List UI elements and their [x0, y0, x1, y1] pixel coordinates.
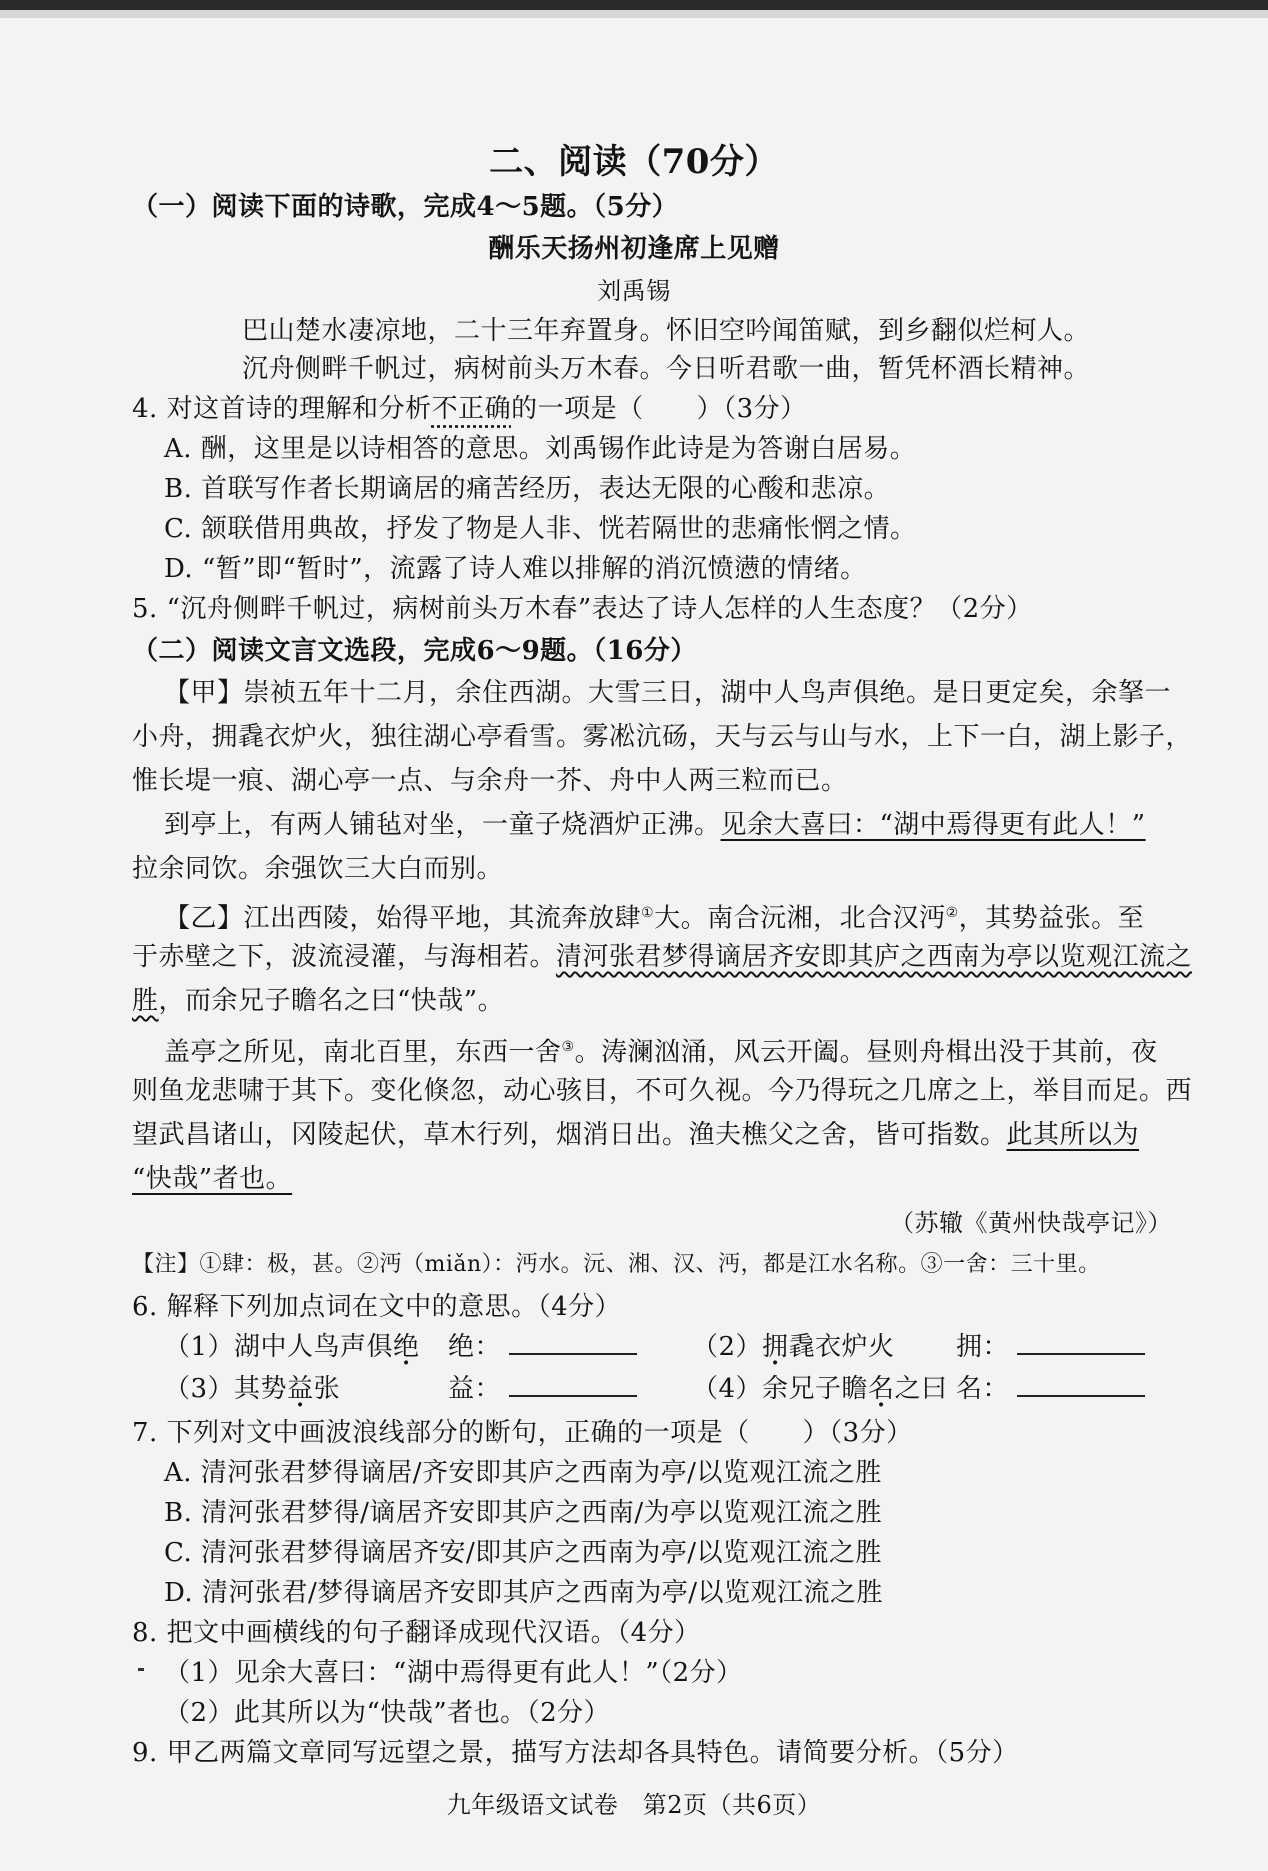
- q6-answer-1: [448, 1330, 637, 1364]
- yi-wavy-sentence-part-1: 清河张君梦得谪居齐安即其庐之西南为亭以览观江流之: [556, 942, 1193, 972]
- page-footer: 九年级语文试卷 第2页（共6页）: [446, 1791, 822, 1819]
- q6-item-1-text: （1）湖中人鸟声俱: [164, 1332, 394, 1362]
- scan-border: [0, 0, 1268, 10]
- q6-item-2: [692, 1330, 895, 1364]
- poem-title: 酬乐天扬州初逢席上见赠: [488, 234, 780, 264]
- q7-option-c: C. 清河张君梦得谪居齐安/即其庐之西南为亭/以览观江流之胜: [164, 1538, 883, 1568]
- passage-yi-line-3: [132, 984, 504, 1018]
- passage-jia-line-4: [164, 808, 1146, 842]
- jia-line-4-text: 到亭上，有两人铺毡对坐，一童子烧酒炉正沸。: [164, 810, 721, 840]
- q6-item-2-dotted-word: 拥: [762, 1332, 789, 1362]
- yi-line-4-a: 盖亭之所见，南北百里，东西一舍: [164, 1037, 562, 1068]
- q6-item-2-text: 毳衣炉火: [788, 1332, 895, 1362]
- yi-line-1-c: ，其势益张。至: [958, 903, 1145, 934]
- yi-underlined-sentence-part-2: “快哉”者也。: [132, 1164, 293, 1194]
- q6-answer-3: [448, 1372, 637, 1406]
- q7-option-d: D. 清河张君/梦得谪居齐安即其庐之西南为亭/以览观江流之胜: [164, 1578, 883, 1608]
- yi-line-1-a: 【乙】江出西陵，始得平地，其流奔放肆: [164, 903, 642, 934]
- part1-heading: （一）阅读下面的诗歌，完成4～5题。（5分）: [132, 192, 679, 222]
- q4-stem-start: 4. 对这首诗的理解和分析: [132, 394, 432, 424]
- q6-answer-3-label: 益：: [448, 1374, 502, 1404]
- q6-answer-2-blank[interactable]: [1017, 1331, 1145, 1355]
- q6-item-4-dotted-word: 名: [868, 1374, 895, 1404]
- passage-notes: 【注】①肆：极，甚。②沔（miǎn）：沔水。沅、湘、汉、沔，都是江水名称。③一舍：三十里。: [132, 1252, 1101, 1277]
- footnote-mark-1: ①: [641, 905, 655, 921]
- question-4-stem: [132, 392, 807, 426]
- yi-line-2-a: 于赤壁之下，波流浸灌，与海相若。: [132, 942, 557, 972]
- q6-answer-1-label: 绝：: [448, 1332, 502, 1362]
- q6-answer-3-blank[interactable]: [509, 1373, 637, 1397]
- q6-item-1-dotted-word: 绝: [393, 1332, 420, 1362]
- q7-option-b: B. 清河张君梦得/谪居齐安即其庐之西南/为亭以览观江流之胜: [164, 1498, 883, 1528]
- question-7-stem: 7. 下列对文中画波浪线部分的断句，正确的一项是（ ）（3分）: [132, 1418, 913, 1448]
- q4-option-d: D. “暂”即“暂时”，流露了诗人难以排解的消沉愤懑的情绪。: [164, 554, 867, 584]
- q6-item-4: [692, 1372, 948, 1406]
- passage-yi-line-7: [132, 1162, 292, 1196]
- q6-answer-4: [956, 1372, 1145, 1406]
- scan-border-shadow: [0, 10, 1268, 18]
- question-6-stem: 6. 解释下列加点词在文中的意思。（4分）: [132, 1292, 622, 1322]
- q6-answer-1-blank[interactable]: [509, 1331, 637, 1355]
- q7-option-a: A. 清河张君梦得谪居/齐安即其庐之西南为亭/以览观江流之胜: [164, 1458, 882, 1488]
- passage-yi-line-1: [164, 896, 1144, 936]
- yi-line-3-b: ，而余兄子瞻名之曰“快哉”。: [158, 986, 505, 1016]
- yi-line-6-a: 望武昌诸山，冈陵起伏，草木行列，烟消日出。渔夫樵父之舍，皆可指数。: [132, 1120, 1007, 1150]
- q6-item-4-text: 之曰: [894, 1374, 948, 1404]
- yi-line-1-b: 大。南合沅湘，北合汉沔: [654, 903, 946, 934]
- jia-underlined-sentence: 见余大喜曰：“湖中焉得更有此人！”: [720, 810, 1146, 840]
- passage-jia-line-3: 惟长堤一痕、湖心亭一点、与余舟一芥、舟中人两三粒而已。: [132, 766, 848, 796]
- q6-answer-4-label: 名：: [956, 1374, 1010, 1404]
- q6-item-4-prefix: （4）余兄子瞻: [692, 1374, 869, 1404]
- passage-yi-line-2: [132, 940, 1192, 974]
- q4-option-a: A. 酬，这里是以诗相答的意思。刘禹锡作此诗是为答谢白居易。: [164, 434, 917, 464]
- footnote-mark-3: ③: [561, 1039, 575, 1055]
- q4-stem-end: 的一项是（ ）（3分）: [511, 394, 807, 424]
- poem-author: 刘禹锡: [597, 277, 671, 305]
- q6-answer-4-blank[interactable]: [1017, 1373, 1145, 1397]
- passage-source: （苏辙《黄州快哉亭记》）: [890, 1209, 1172, 1237]
- yi-line-4-b: 。涛澜汹涌，风云开阖。昼则舟楫出没于其前，夜: [574, 1037, 1158, 1068]
- passage-jia-line-1: 【甲】崇祯五年十二月，余住西湖。大雪三日，湖中人鸟声俱绝。是日更定矣，余拏一: [164, 678, 1172, 708]
- question-8-stem: 8. 把文中画横线的句子翻译成现代汉语。（4分）: [132, 1618, 701, 1648]
- q6-answer-2: [956, 1330, 1145, 1364]
- q6-item-3: [164, 1372, 340, 1406]
- q4-option-b: B. 首联写作者长期谪居的痛苦经历，表达无限的心酸和悲凉。: [164, 474, 891, 504]
- question-5: 5. “沉舟侧畔千帆过，病树前头万木春”表达了诗人怎样的人生态度？（2分）: [132, 594, 1033, 624]
- q6-item-2-prefix: （2）: [692, 1332, 763, 1362]
- passage-jia-line-2: 小舟，拥毳衣炉火，独往湖心亭看雪。雾凇沆砀，天与云与山与水，上下一白，湖上影子，: [132, 722, 1193, 752]
- q6-answer-2-label: 拥：: [956, 1332, 1010, 1362]
- scan-speck: [138, 1668, 144, 1671]
- yi-wavy-sentence-part-2: 胜: [132, 986, 159, 1016]
- q6-item-1: [164, 1330, 420, 1364]
- q8-sentence-2: （2）此其所以为“快哉”者也。（2分）: [164, 1698, 611, 1728]
- poem-line-2: 沉舟侧畔千帆过，病树前头万木春。今日听君歌一曲，暂凭杯酒长精神。: [242, 354, 1091, 384]
- q6-item-3-prefix: （3）其势: [164, 1374, 288, 1404]
- q4-emphasis: 不正确: [431, 394, 512, 424]
- poem-line-1: 巴山楚水凄凉地，二十三年弃置身。怀旧空吟闻笛赋，到乡翻似烂柯人。: [242, 316, 1091, 346]
- yi-underlined-sentence-part-1: 此其所以为: [1006, 1120, 1140, 1150]
- passage-jia-line-5: 拉余同饮。余强饮三大白而别。: [132, 854, 504, 884]
- passage-yi-line-6: [132, 1118, 1139, 1152]
- q6-item-3-text: 张: [313, 1374, 341, 1404]
- section-title: 二、阅读（70分）: [489, 142, 779, 182]
- part2-heading: （二）阅读文言文选段，完成6～9题。（16分）: [132, 636, 697, 666]
- passage-yi-line-4: [164, 1030, 1158, 1070]
- passage-yi-line-5: 则鱼龙悲啸于其下。变化倏忽，动心骇目，不可久视。今乃得玩之几席之上，举目而足。西: [132, 1076, 1193, 1106]
- q8-sentence-1: （1）见余大喜曰：“湖中焉得更有此人！”（2分）: [164, 1658, 743, 1688]
- question-9: 9. 甲乙两篇文章同写远望之景，描写方法却各具特色。请简要分析。（5分）: [132, 1738, 1019, 1768]
- q6-item-3-dotted-word: 益: [287, 1374, 314, 1404]
- footnote-mark-2: ②: [945, 905, 959, 921]
- q4-option-c: C. 颔联借用典故，抒发了物是人非、恍若隔世的悲痛怅惘之情。: [164, 514, 917, 544]
